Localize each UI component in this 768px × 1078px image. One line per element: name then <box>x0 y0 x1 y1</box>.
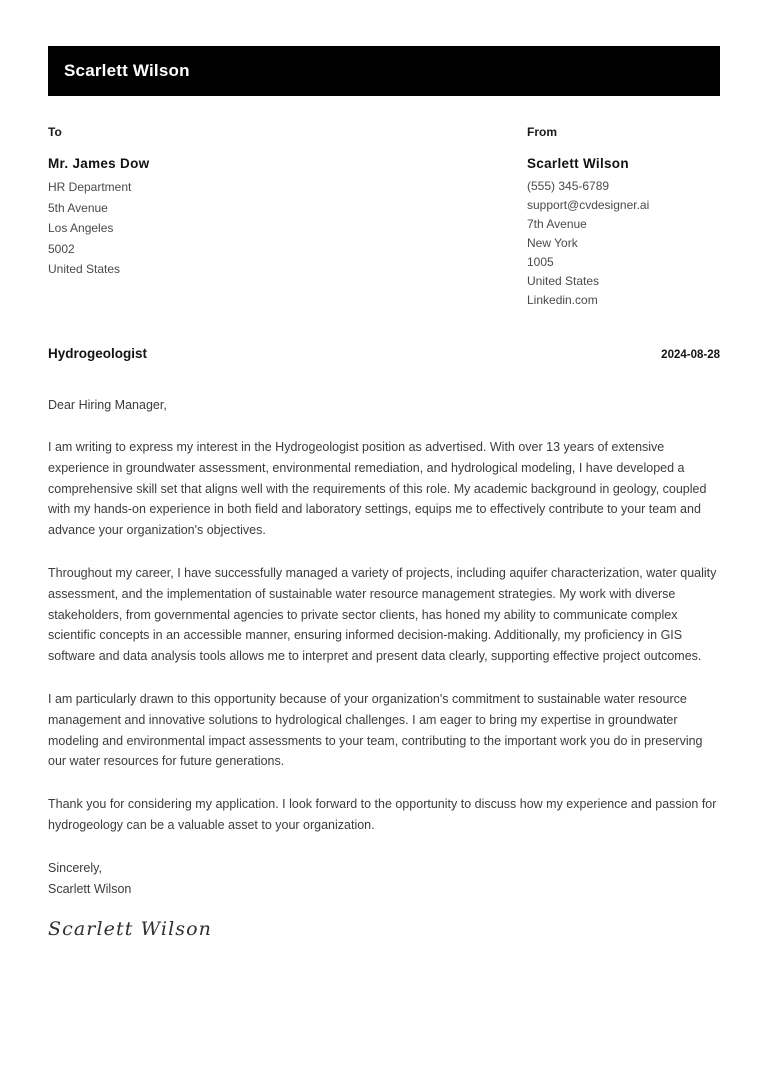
sender-phone: (555) 345-6789 <box>527 179 610 193</box>
sender-email: support@cvdesigner.ai <box>527 198 650 212</box>
sender-line: 1005 <box>527 255 554 269</box>
header-name: Scarlett Wilson <box>64 61 190 80</box>
salutation: Dear Hiring Manager, <box>48 398 167 412</box>
letter-paragraph: I am writing to express my interest in the Hydrogeologist position as advertised. With over 13 years of extensive experience in groundwater assessment, environmental remediation, and hydrological modeling, I have developed a comprehensive skill set that aligns well with the requirements of this role. My academic background in geology, coupled with my hands-on experience in both field and laboratory settings, equips me to effectively contribute to your team and advance your organization's objectives. <box>48 440 707 538</box>
recipient-column <box>48 125 527 280</box>
recipient-heading: To <box>48 125 62 139</box>
sender-name: Scarlett Wilson <box>527 156 629 171</box>
letter-paragraph: Throughout my career, I have successfully managed a variety of projects, including aquifer characterization, water quality assessment, and the implementation of sustainable water resource management strategies. My work with diverse stakeholders, from governmental agencies to private sector clients, has honed my ability to communicate complex scientific concepts in an accessible manner, ensuring informed decision-making. Additionally, my proficiency in GIS software and data analysis tools allows me to interpret and present data clearly, supporting effective project outcomes. <box>48 565 717 664</box>
sender-line: New York <box>527 236 578 250</box>
signature: Scarlett Wilson <box>48 917 212 940</box>
closing-name: Scarlett Wilson <box>48 881 132 896</box>
sender-heading: From <box>527 125 557 139</box>
recipient-line: Los Angeles <box>48 221 114 235</box>
letter-date: 2024-08-28 <box>661 349 720 361</box>
letter-body <box>48 395 720 940</box>
document-content <box>48 0 720 940</box>
letter-paragraph: Thank you for considering my application. I look forward to the opportunity to discuss how my experience and passion for hydrogeology can be a valuable asset to your organization. <box>48 797 717 832</box>
sender-column <box>527 125 720 310</box>
recipient-line: United States <box>48 262 121 276</box>
letter-paragraph: I am particularly drawn to this opportunity because of your organization's commitment to sustainable water resource management and innovative solutions to hydrological challenges. I am eager to bring my expertise in groundwater modeling and environmental impact assessments to your team, contributing to the important work you do in preserving our water resources for future generations. <box>48 691 703 769</box>
subject-row <box>48 346 720 361</box>
sender-website: Linkedin.com <box>527 293 598 307</box>
recipient-name: Mr. James Dow <box>48 156 150 171</box>
recipient-line: 5th Avenue <box>48 200 108 215</box>
closing-salutation: Sincerely, <box>48 860 102 875</box>
address-block <box>48 125 720 310</box>
recipient-line: HR Department <box>48 180 132 194</box>
sender-line: United States <box>527 274 600 288</box>
sender-line: 7th Avenue <box>527 217 587 231</box>
job-title: Hydrogeologist <box>48 346 148 361</box>
closing-block <box>48 858 720 900</box>
header-name-banner <box>48 46 720 96</box>
recipient-line: 5002 <box>48 241 75 256</box>
